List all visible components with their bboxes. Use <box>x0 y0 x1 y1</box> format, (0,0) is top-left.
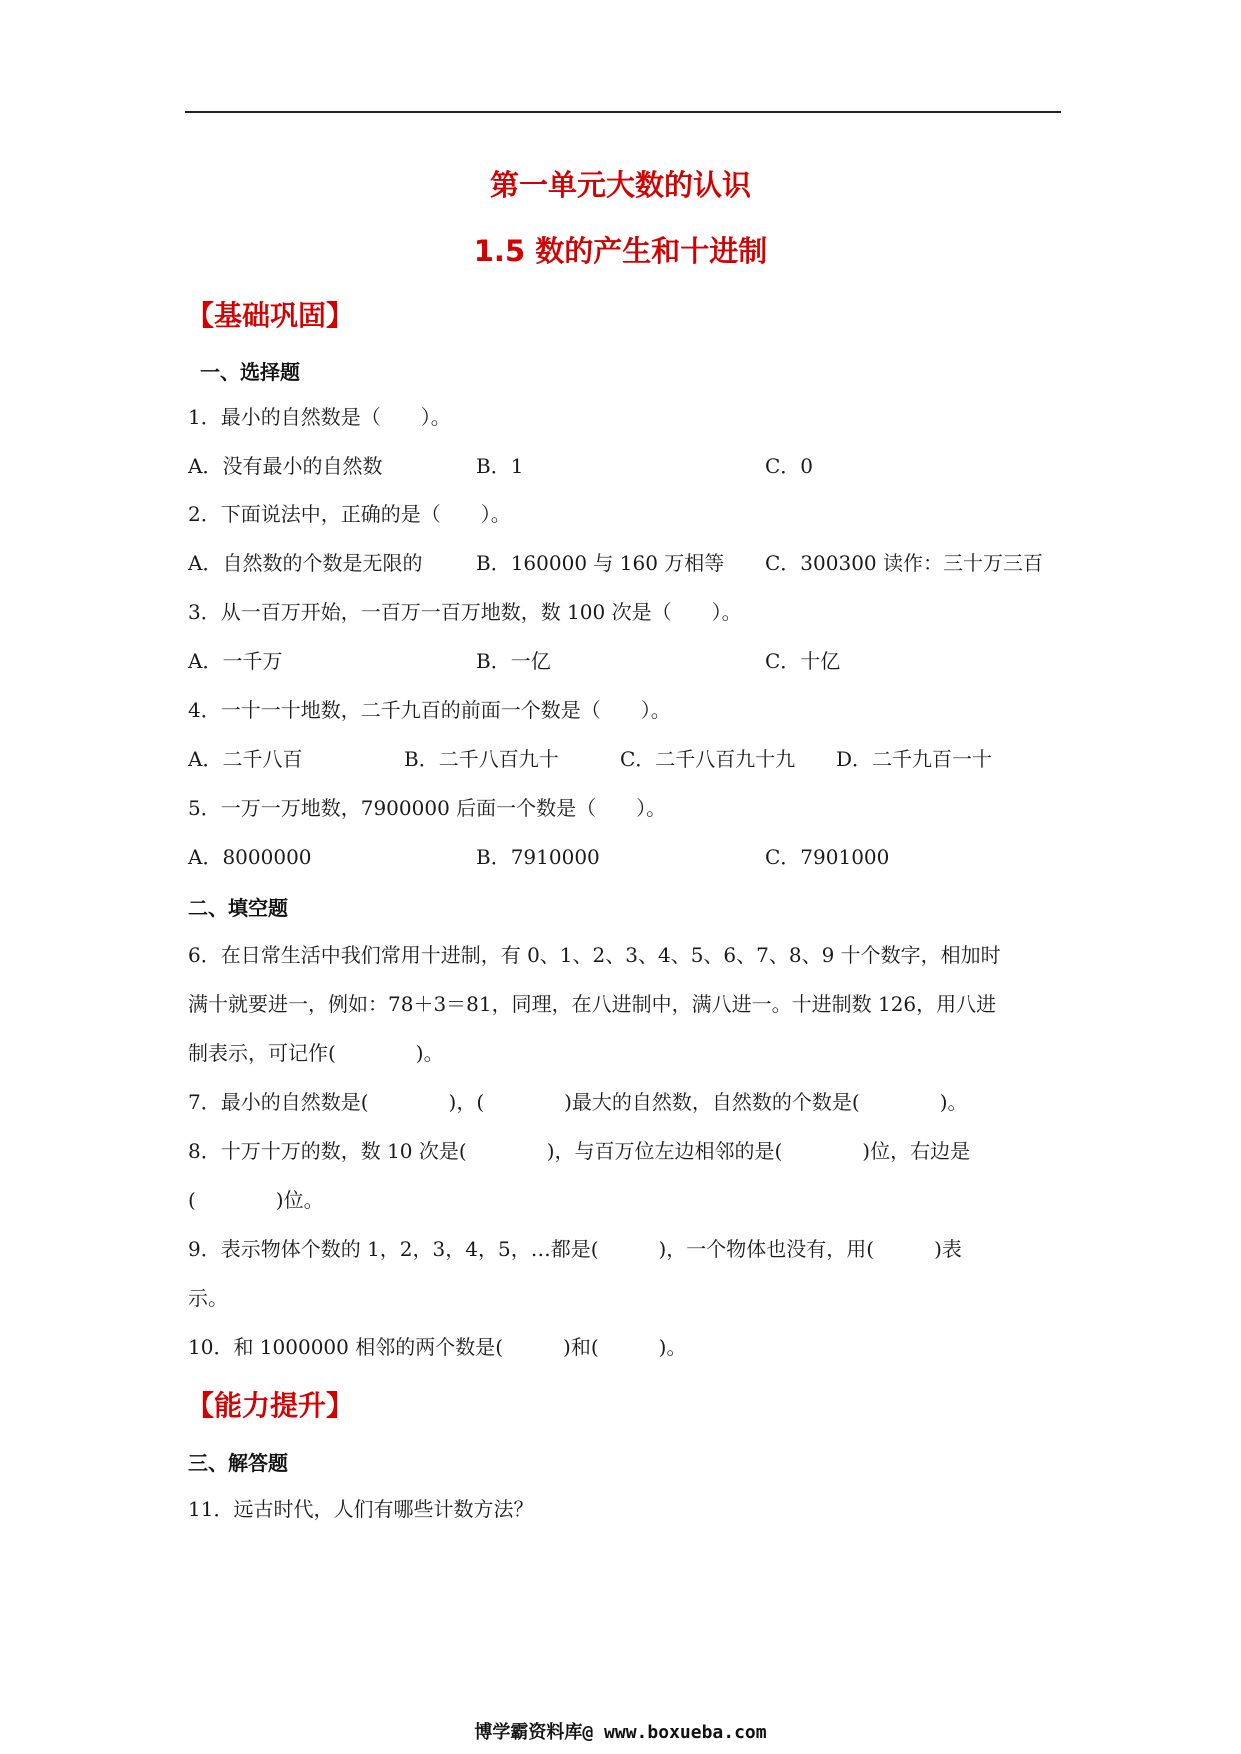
q3-option-b: B．一亿 <box>476 649 551 673</box>
q1-option-c: C．0 <box>765 454 814 478</box>
part-answer-heading: 三、解答题 <box>188 1451 288 1475</box>
q4-option-c: C．二千八百九十九 <box>620 747 796 771</box>
question-11: 11．远古时代，人们有哪些计数方法？ <box>188 1497 534 1521</box>
unit-title: 第一单元大数的认识 <box>489 168 751 202</box>
section-advanced: 【能力提升】 <box>186 1389 355 1422</box>
footer-watermark: 博学霸资料库@ www.boxueba.com <box>474 1722 767 1743</box>
question-6-line-1: 6．在日常生活中我们常用十进制，有 0、1、2、3、4、5、6、7、8、9 十个数字，相加时 <box>188 943 1001 967</box>
question-10: 10．和 1000000 相邻的两个数是( )和( )。 <box>188 1335 687 1359</box>
q5-option-b: B．7910000 <box>476 845 600 869</box>
question-7: 7．最小的自然数是( )，( )最大的自然数，自然数的个数是( )。 <box>188 1090 968 1114</box>
q2-option-a: A．自然数的个数是无限的 <box>188 551 423 575</box>
q4-option-a: A．二千八百 <box>188 747 303 771</box>
question-9-line-1: 9．表示物体个数的 1，2，3，4，5，…都是( )，一个物体也没有，用( )表 <box>188 1237 962 1261</box>
q4-option-b: B．二千八百九十 <box>404 747 559 771</box>
q5-option-c: C．7901000 <box>765 845 890 869</box>
question-8-line-1: 8．十万十万的数，数 10 次是( )，与百万位左边相邻的是( )位，右边是 <box>188 1139 971 1163</box>
question-6-line-3: 制表示，可记作( )。 <box>188 1041 444 1065</box>
q2-option-c: C．300300 读作：三十万三百 <box>765 551 1044 575</box>
question-8-line-2: ( )位。 <box>188 1188 324 1212</box>
part-fill-heading: 二、填空题 <box>188 896 288 920</box>
section-basic: 【基础巩固】 <box>186 299 355 332</box>
question-4: 4．一十一十地数，二千九百的前面一个数是（ ）。 <box>188 698 671 722</box>
question-2: 2．下面说法中，正确的是（ ）。 <box>188 502 511 526</box>
question-3: 3．从一百万开始，一百万一百万地数，数 100 次是（ ）。 <box>188 600 742 624</box>
q5-option-a: A．8000000 <box>188 845 312 869</box>
part-choice-heading: 一、选择题 <box>200 360 300 384</box>
question-5: 5．一万一万地数，7900000 后面一个数是（ ）。 <box>188 796 667 820</box>
q3-option-c: C．十亿 <box>765 649 841 673</box>
q3-option-a: A．一千万 <box>188 649 283 673</box>
question-9-line-2: 示。 <box>188 1286 228 1310</box>
q1-option-b: B．1 <box>476 454 524 478</box>
question-1: 1．最小的自然数是（ ）。 <box>188 405 451 429</box>
question-6-line-2: 满十就要进一，例如：78＋3＝81，同理，在八进制中，满八进一。十进制数 126，用八进 <box>188 992 997 1016</box>
q1-option-a: A．没有最小的自然数 <box>188 454 383 478</box>
q2-option-b: B．160000 与 160 万相等 <box>476 551 725 575</box>
header-rule <box>185 111 1061 113</box>
lesson-title: 1.5 数的产生和十进制 <box>473 234 768 268</box>
q4-option-d: D．二千九百一十 <box>836 747 993 771</box>
